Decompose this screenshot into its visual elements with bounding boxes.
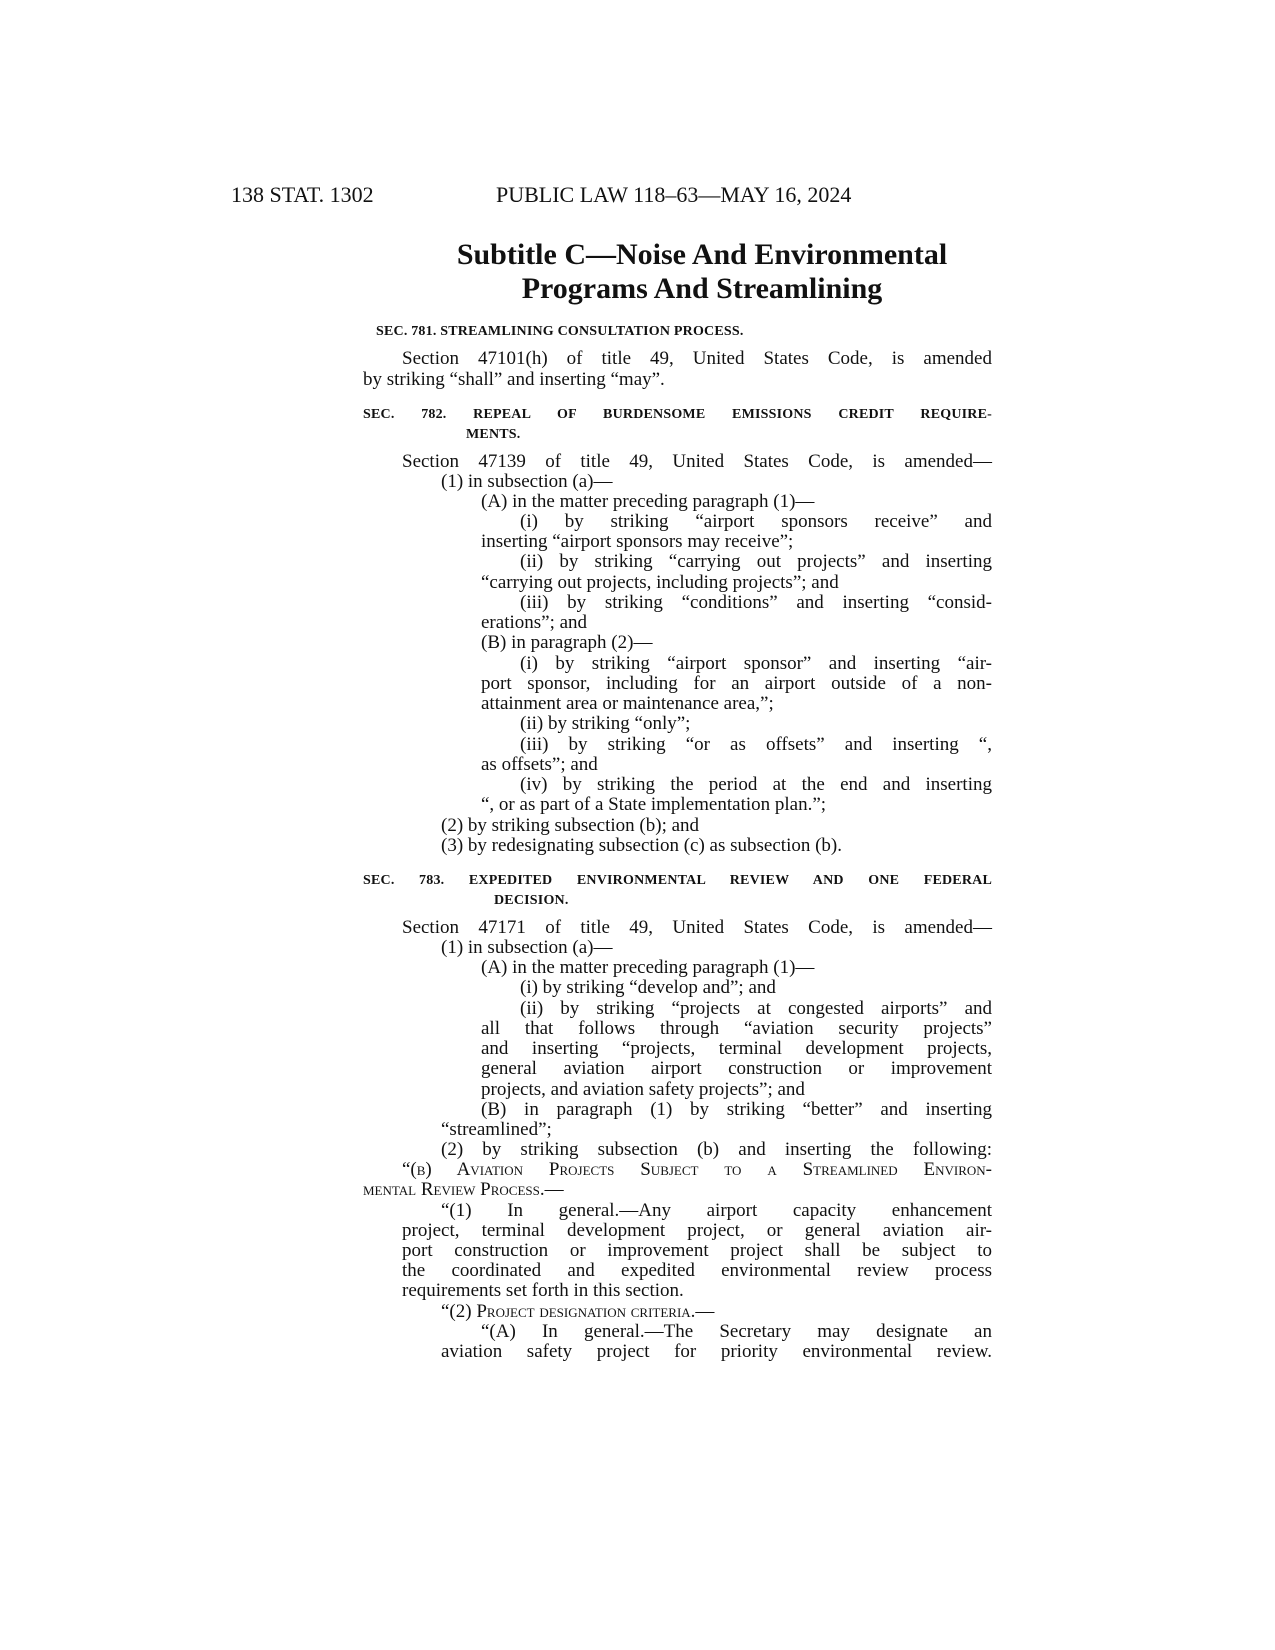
section-783-heading-cont: DECISION. — [494, 893, 569, 908]
section-783-heading: SEC. 783. EXPEDITED ENVIRONMENTAL REVIEW AND ONE FEDERAL — [363, 873, 992, 888]
text-line: as offsets”; and — [481, 754, 598, 775]
text-line: “streamlined”; — [441, 1119, 552, 1140]
text-line: “(1) In general.—Any airport capacity enhancement — [441, 1200, 992, 1221]
text-line: (2) by striking subsection (b) and inserting the following: — [441, 1139, 992, 1160]
text-line: the coordinated and expedited environmental review process — [402, 1260, 992, 1281]
text-line: attainment area or maintenance area,”; — [481, 693, 774, 714]
text-line: (i) by striking “develop and”; and — [520, 977, 776, 998]
section-782-heading: SEC. 782. REPEAL OF BURDENSOME EMISSIONS CREDIT REQUIRE- — [363, 407, 992, 422]
text-line: (iii) by striking “conditions” and inserting “consid- — [520, 592, 992, 613]
text-line: project, terminal development project, or general aviation air- — [402, 1220, 992, 1241]
text-line: (1) in subsection (a)— — [441, 471, 613, 492]
paragraph-2-heading: “(2) Project designation criteria.— — [441, 1301, 715, 1322]
text-line: all that follows through “aviation security projects” — [481, 1018, 992, 1039]
subtitle-line: Subtitle C—Noise And Environmental — [456, 238, 948, 271]
subtitle-line: Programs And Streamlining — [521, 272, 883, 305]
text-line: port sponsor, including for an airport outside of a non- — [481, 673, 992, 694]
text-line: by striking “shall” and inserting “may”. — [363, 369, 665, 390]
text-line: port construction or improvement project shall be subject to — [402, 1240, 992, 1261]
text-line: (i) by striking “airport sponsor” and inserting “air- — [520, 653, 992, 674]
text-line: Section 47101(h) of title 49, United States Code, is amended — [402, 348, 992, 369]
subtitle-heading — [360, 238, 1044, 306]
text-line: (i) by striking “airport sponsors receive” and — [520, 511, 992, 532]
text-line: (A) in the matter preceding paragraph (1)— — [481, 491, 815, 512]
text-line: (1) in subsection (a)— — [441, 937, 613, 958]
text-line: Section 47171 of title 49, United States Code, is amended— — [402, 917, 992, 938]
text-line: (ii) by striking “carrying out projects” and inserting — [520, 551, 992, 572]
text-line: (iii) by striking “or as offsets” and inserting “, — [520, 734, 992, 755]
text-line: (3) by redesignating subsection (c) as subsection (b). — [441, 835, 843, 856]
text-line: aviation safety project for priority environmental review. — [441, 1341, 992, 1362]
text-line: projects, and aviation safety projects”; and — [481, 1079, 805, 1100]
text-line: (2) by striking subsection (b); and — [441, 815, 700, 836]
subsection-b-heading-cont: mental Review Process.— — [363, 1179, 564, 1200]
text-line: “, or as part of a State implementation plan.”; — [481, 794, 827, 815]
section-781-heading: SEC. 781. STREAMLINING CONSULTATION PROCESS. — [376, 324, 744, 339]
section-782-heading-cont: MENTS. — [466, 427, 521, 442]
subsection-b-heading: “(b) Aviation Projects Subject to a Streamlined Environ- — [402, 1159, 992, 1180]
text-line: erations”; and — [481, 612, 588, 633]
text-line: (ii) by striking “projects at congested airports” and — [520, 998, 992, 1019]
text-line: “(A) In general.—The Secretary may designate an — [481, 1321, 992, 1342]
text-line: (iv) by striking the period at the end and inserting — [520, 774, 992, 795]
text-line: “carrying out projects, including projects”; and — [481, 572, 839, 593]
text-line: (B) in paragraph (1) by striking “better” and inserting — [481, 1099, 992, 1120]
text-line: requirements set forth in this section. — [402, 1280, 684, 1301]
text-line: general aviation airport construction or improvement — [481, 1058, 992, 1079]
text-line: (A) in the matter preceding paragraph (1)— — [481, 957, 815, 978]
text-line: and inserting “projects, terminal development projects, — [481, 1038, 992, 1059]
text-line: (ii) by striking “only”; — [520, 713, 691, 734]
text-line: inserting “airport sponsors may receive”; — [481, 531, 794, 552]
text-line: Section 47139 of title 49, United States Code, is amended— — [402, 451, 992, 472]
running-header: PUBLIC LAW 118–63—MAY 16, 2024 — [496, 182, 852, 207]
page-stat-citation: 138 STAT. 1302 — [231, 182, 374, 207]
text-line: (B) in paragraph (2)— — [481, 632, 653, 653]
